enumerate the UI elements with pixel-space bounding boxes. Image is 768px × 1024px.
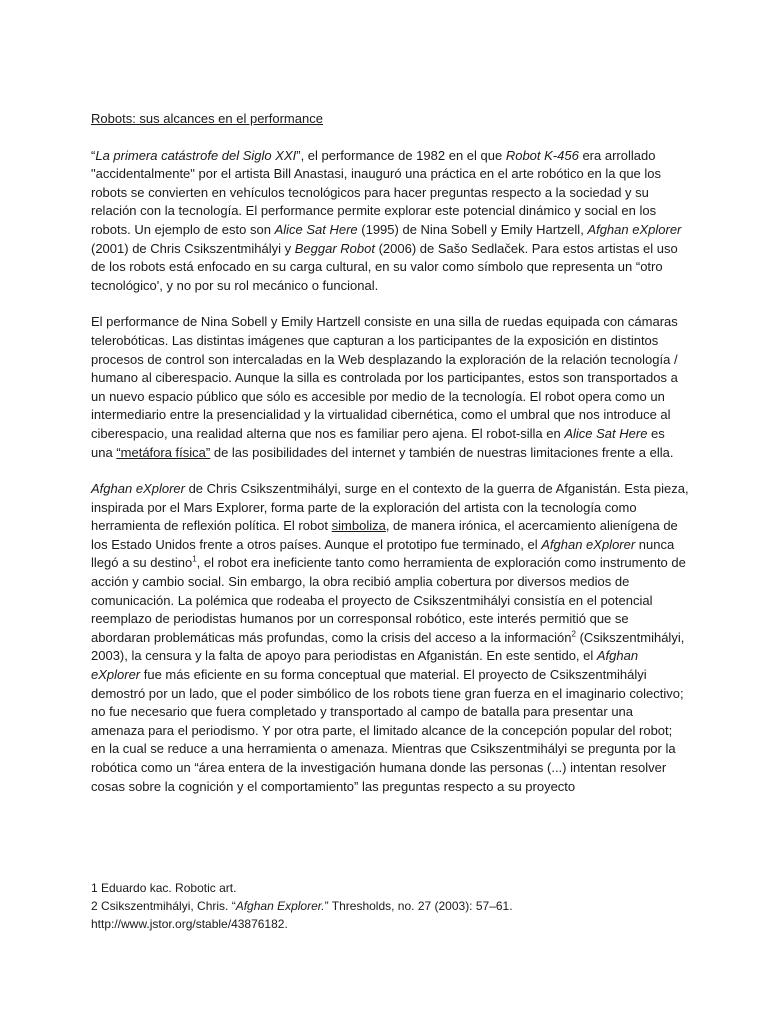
document-body <box>91 110 689 814</box>
document-title: Robots: sus alcances en el performance <box>91 111 323 126</box>
text-run: El performance de Nina Sobell y Emily Hartzell consiste en una silla de ruedas equipada con cámaras telerobóticas. Las distintas imágenes que capturan a los participantes de la exposición en distintos procesos de control son intercaladas en la Web desplazando la exploración de la relación tecnología / humano al ciberespacio. Aunque la silla es controlada por los participantes, estos son transportados a un nuevo espacio público que sólo es accesible por medio de la tecnología. El robot opera como un intermediario entre la presencialidad y la virtualidad cibernética, como el umbral que nos introduce al ciberespacio, una realidad alterna que nos es familiar pero ajena. El robot-silla en <box>91 314 678 441</box>
text-run: , el robot era ineficiente tanto como herramienta de exploración como instrumento de acción y cambio social. Sin embargo, la obra recibió amplia cobertura por diversos medios de comunicación. La polémica que rodeaba el proyecto de Csikszentmihályi consistía en el potencial reemplazo de periodistas humanos por un corresponsal robótico, este interés permitió que se abordaran problemáticas más profundas, como la crisis del acceso a la información <box>91 555 686 645</box>
footnote-2-post: ” Thresholds, no. 27 (2003): 57–61. <box>324 899 513 913</box>
text-run: de las posibilidades del internet y también de nuestras limitaciones frente a ella. <box>210 444 674 460</box>
footnote-ref: 2 <box>571 629 576 639</box>
text-run: de Chris Csikszentmihályi, surge en el contexto de la guerra de Afganistán. Esta pieza, inspirada por el Mars Explorer, forma parte de la exploración del artista con la tecnología como herramienta de reflexión política. El robot <box>91 481 689 534</box>
text-run: ”, el performance de 1982 en el que <box>296 147 506 163</box>
text-run: “ <box>91 147 96 163</box>
text-run: nunca llegó a su destino <box>91 536 675 571</box>
italic-run: Afghan eXplorer <box>541 536 636 552</box>
paragraph-2 <box>91 313 689 462</box>
text-run: fue más eficiente en su forma conceptual que material. El proyecto de Csikszentmihályi demostró por un lado, que el poder simbólico de los robots tiene gran fuerza en el imaginario colectivo; no fue necesario que fuera completado y transportado al campo de batalla para presentar una amenaza para el periodismo. Y por otra parte, el limitado alcance de la concepción popular del robot; en la cual se reduce a una herramienta o amenaza. Mientras que Csikszentmihályi se pregunta por la robótica como un “área entera de la investigación humana donde las personas (...) intentan resolver cosas sobre la cognición y el comportamiento” las preguntas respecto a su proyecto <box>91 667 684 794</box>
italic-run: Beggar Robot <box>294 240 375 256</box>
italic-run: Afghan eXplorer <box>587 221 682 237</box>
footnote-1: 1 Eduardo kac. Robotic art. <box>91 881 237 895</box>
text-run: es una <box>91 425 665 460</box>
italic-run: Alice Sat Here <box>564 425 648 441</box>
underlined-run: “metáfora física” <box>116 444 211 460</box>
text-run: (2001) de Chris Csikszentmihályi y <box>91 240 295 256</box>
italic-run: Alice Sat Here <box>274 221 358 237</box>
paragraph-1 <box>91 147 689 296</box>
text-run: (2006) de Sašo Sedlaček. Para estos artistas el uso de los robots está enfocado en su carga cultural, en su valor como símbolo que representa un “otro tecnológico', y no por su rol mecánico o funcional. <box>91 240 678 293</box>
footnote-2-url: http://www.jstor.org/stable/43876182. <box>91 917 288 931</box>
footnote-2 <box>91 897 689 915</box>
footnote-ref: 1 <box>192 555 197 565</box>
italic-run: Robot K-456 <box>505 147 579 163</box>
footnote-2-pre: 2 Csikszentmihályi, Chris. “ <box>91 899 236 913</box>
text-run: (Csikszentmihályi, 2003), la censura y la falta de apoyo para periodistas en Afganistán. En este sentido, el <box>91 629 685 664</box>
text-run: , de manera irónica, el acercamiento alienígena de los Estado Unidos frente a otros países. Aunque el prototipo fue terminado, el <box>91 518 678 552</box>
footnotes <box>91 879 689 933</box>
paragraph-3 <box>91 480 689 796</box>
text-run: era arrollado "accidentalmente" por el artista Bill Anastasi, inauguró una práctica en el arte robótico en la que los robots se convierten en vehículos tecnológicos para hacer preguntas respecto a la sociedad y su relación con la tecnología. El performance permite explorar este potencial dinámico y social en los robots. Un ejemplo de esto son <box>91 147 662 237</box>
italic-run: Afghan eXplorer <box>91 648 639 683</box>
text-run: (1995) de Nina Sobell y Emily Hartzell, <box>357 221 588 237</box>
italic-run: La primera catástrofe del Siglo XXI <box>95 147 297 163</box>
italic-run: Afghan eXplorer <box>91 481 185 497</box>
underlined-run: simboliza <box>331 518 386 534</box>
footnote-2-italic: Afghan Explorer. <box>235 899 325 913</box>
